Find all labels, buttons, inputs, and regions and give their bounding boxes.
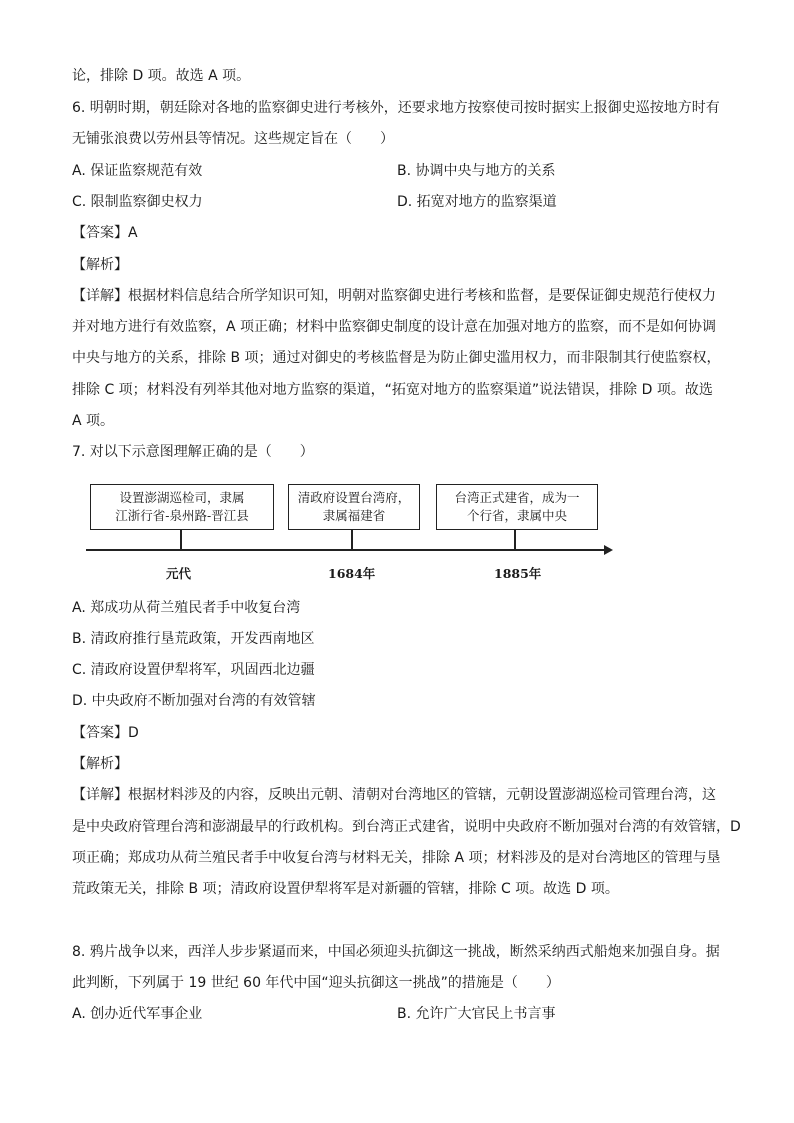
timeline-box-yuan — [90, 484, 274, 530]
question-7-detail-line2: 是中央政府管理台湾和澎湖最早的行政机构。到台湾正式建省，说明中央政府不断加强对台湾的有效管辖，D — [72, 819, 741, 835]
question-6-option-d: D. 拓宽对地方的监察渠道 — [397, 194, 557, 210]
question-6-detail-line1: 【详解】根据材料信息结合所学知识可知，明朝对监察御史进行考核和监督，是要保证御史规范行使权力 — [72, 288, 716, 304]
timeline-axis — [86, 549, 606, 551]
question-8-stem-line1: 8. 鸦片战争以来，西洋人步步紧逼而来，中国必须迎头抗御这一挑战，断然采纳西式船炮来加强自身。据 — [72, 944, 720, 960]
timeline-arrow-icon — [604, 545, 613, 555]
question-6-detail-line5: A 项。 — [72, 413, 115, 429]
timeline-label-1885: 1885年 — [494, 566, 542, 581]
timeline-box-1885-line1: 台湾正式建省，成为一 — [454, 490, 580, 505]
timeline-box-1885-line2: 个行省，隶属中央 — [466, 508, 567, 523]
question-6-detail-line2: 并对地方进行有效监察，A 项正确；材料中监察御史制度的设计意在加强对地方的监察，而不是如何协调 — [72, 319, 717, 335]
top-line: 论，排除 D 项。故选 A 项。 — [72, 68, 251, 84]
timeline-diagram — [86, 478, 616, 588]
question-7-detail-line3: 项正确；郑成功从荷兰殖民者手中收复台湾与材料无关，排除 A 项；材料涉及的是对台湾地区的管理与垦 — [72, 850, 721, 866]
timeline-box-yuan-line1: 设置澎湖巡检司，隶属 — [119, 490, 245, 505]
question-6-option-c: C. 限制监察御史权力 — [72, 194, 203, 210]
timeline-box-yuan-line2: 江浙行省-泉州路-晋江县 — [115, 508, 249, 523]
question-8-option-b: B. 允许广大官民上书言事 — [397, 1006, 556, 1022]
question-6-stem-line2: 无铺张浪费以劳州县等情况。这些规定旨在（ ） — [72, 131, 394, 147]
question-7-answer: 【答案】D — [72, 725, 139, 741]
question-7-option-a: A. 郑成功从荷兰殖民者手中收复台湾 — [72, 600, 301, 616]
question-7-option-b: B. 清政府推行垦荒政策，开发西南地区 — [72, 631, 315, 647]
question-6-detail-line3: 中央与地方的关系，排除 B 项；通过对御史的考核监督是为防止御史滥用权力，而非限制其行使监察权， — [72, 350, 721, 366]
timeline-box-1684-line2: 隶属福建省 — [322, 508, 386, 523]
question-6-detail-line4: 排除 C 项；材料没有列举其他对地方监察的渠道，“拓宽对地方的监察渠道”说法错误，排除 D 项。故选 — [72, 382, 713, 398]
timeline-tick-yuan — [180, 530, 182, 550]
timeline-box-1885 — [436, 484, 598, 530]
timeline-label-yuan: 元代 — [166, 566, 192, 581]
question-6-stem-line1: 6. 明朝时期，朝廷除对各地的监察御史进行考核外，还要求地方按察使司按时据实上报御史巡按地方时有 — [72, 100, 720, 116]
question-6-option-b: B. 协调中央与地方的关系 — [397, 163, 556, 179]
question-7-detail-line1: 【详解】根据材料涉及的内容，反映出元朝、清朝对台湾地区的管辖，元朝设置澎湖巡检司管理台湾，这 — [72, 787, 716, 803]
question-8-stem-line2: 此判断，下列属于 19 世纪 60 年代中国“迎头抗御这一挑战”的措施是（ ） — [72, 975, 560, 991]
question-7-stem: 7. 对以下示意图理解正确的是（ ） — [72, 444, 314, 460]
timeline-label-1684: 1684年 — [328, 566, 376, 581]
question-7-analysis-label: 【解析】 — [72, 756, 128, 772]
timeline-tick-1684 — [351, 530, 353, 550]
question-8-option-a: A. 创办近代军事企业 — [72, 1006, 203, 1022]
question-7-option-d: D. 中央政府不断加强对台湾的有效管辖 — [72, 693, 316, 709]
question-7-option-c: C. 清政府设置伊犁将军，巩固西北边疆 — [72, 662, 315, 678]
timeline-box-1684 — [288, 484, 420, 530]
timeline-tick-1885 — [514, 530, 516, 550]
timeline-box-1684-line1: 清政府设置台湾府， — [297, 490, 411, 505]
question-6-answer: 【答案】A — [72, 225, 138, 241]
question-7-detail-line4: 荒政策无关，排除 B 项；清政府设置伊犁将军是对新疆的管辖，排除 C 项。故选 D 项。 — [72, 881, 619, 897]
question-6-option-a: A. 保证监察规范有效 — [72, 163, 203, 179]
question-6-analysis-label: 【解析】 — [72, 257, 128, 273]
